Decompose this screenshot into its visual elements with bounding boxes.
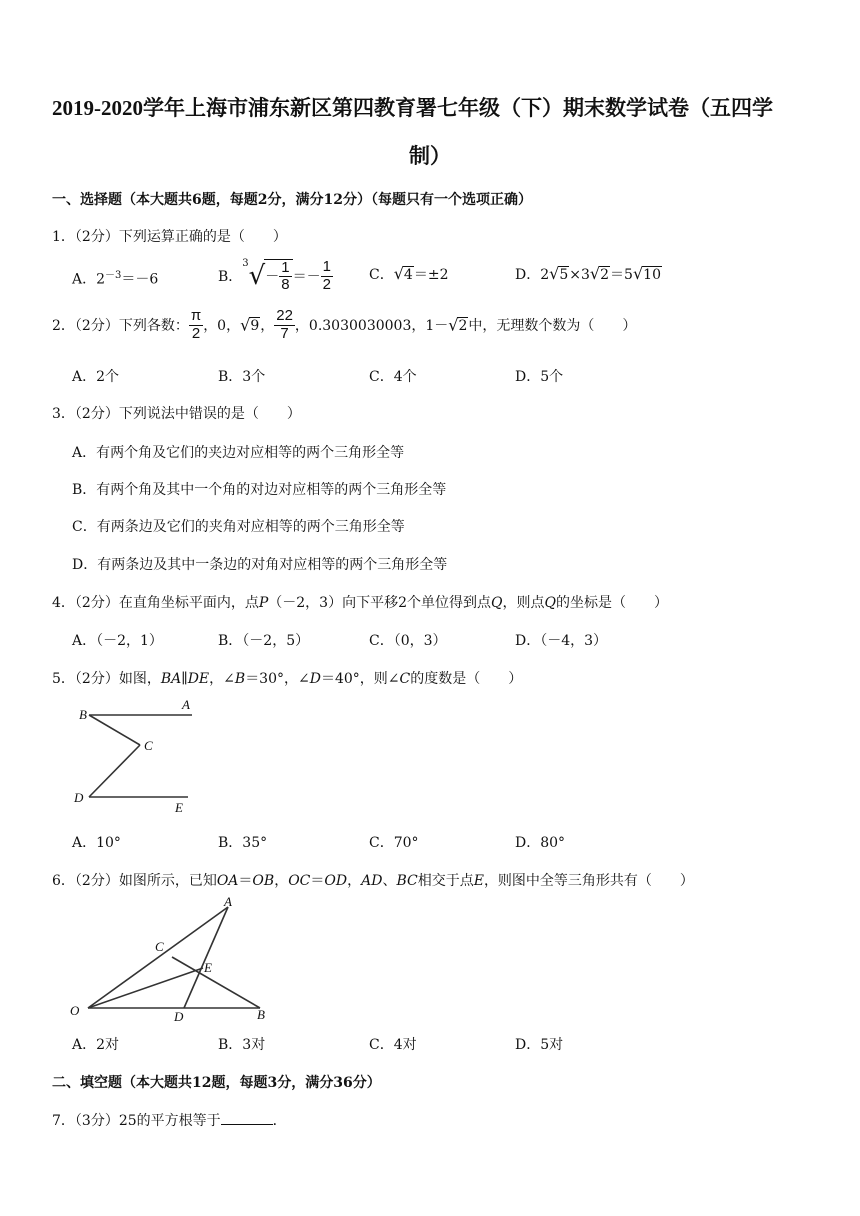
question-2-option-d[interactable]: D．5个 — [515, 369, 564, 385]
stem-text: ，则点 — [502, 595, 545, 611]
question-3-option-b[interactable]: B．有两个角及其中一个角的对边对应相等的两个三角形全等 — [72, 482, 447, 498]
question-2-option-a[interactable]: A．2个 — [72, 369, 120, 385]
stem-text: 相交于点 — [417, 873, 474, 889]
line-oa — [88, 907, 228, 1008]
fraction-denominator: 8 — [281, 276, 290, 293]
option-label: A． — [72, 271, 97, 288]
option-label: D． — [515, 267, 541, 283]
stem-text: 7．（3分）25的平方根等于 — [52, 1113, 221, 1129]
radical-sign-icon: √ — [632, 264, 644, 283]
question-2-option-c[interactable]: C．4个 — [369, 369, 417, 385]
math-text: ×3 — [569, 267, 590, 283]
question-4-option-a[interactable]: A．（－2，1） — [72, 633, 163, 649]
segment-de: DE — [187, 671, 210, 687]
question-1-option-b[interactable] — [218, 258, 333, 294]
question-5-option-c[interactable]: C．70° — [369, 835, 419, 851]
radicand: 2 — [600, 267, 610, 283]
question-6-option-d[interactable]: D．5对 — [515, 1037, 564, 1053]
stem-text: ． — [272, 1113, 287, 1129]
stem-text: ，∠ — [209, 671, 235, 687]
label-c: C — [155, 939, 164, 954]
page-title-line-2: 制） — [409, 144, 451, 168]
question-5-option-d[interactable]: D．80° — [515, 835, 566, 851]
stem-text: 2．（2分）下列各数： — [52, 318, 189, 334]
question-3-stem: 3．（2分）下列说法中错误的是（ ） — [52, 406, 301, 422]
question-2-option-b[interactable]: B．3个 — [218, 369, 266, 385]
segment-ad: AD — [361, 873, 383, 889]
stem-text: ＝ — [310, 873, 325, 889]
math-base: 2 — [96, 271, 106, 288]
figure-lines — [88, 907, 260, 1008]
label-d: D — [174, 1009, 184, 1023]
radical-sign-icon: √ — [448, 315, 459, 335]
question-3-option-a[interactable]: A．有两个角及它们的夹边对应相等的两个三角形全等 — [72, 445, 405, 461]
radicand: 10 — [643, 267, 661, 283]
radical-sign-icon: √ — [393, 264, 404, 283]
line-cd — [89, 745, 140, 797]
segment-oc: OC — [288, 873, 311, 889]
radical-sign-icon: √ — [549, 264, 560, 283]
stem-text: ，0.3030030003，1－ — [294, 318, 449, 334]
segment-ba: BA — [160, 671, 182, 687]
radicand: 2 — [458, 317, 468, 334]
question-5-option-b[interactable]: B．35° — [218, 835, 268, 851]
question-6-option-b[interactable]: B．3对 — [218, 1037, 266, 1053]
math-text: ＝5 — [610, 267, 633, 283]
figure-lines — [89, 715, 192, 797]
point-p: P — [258, 595, 269, 611]
point-e: E — [473, 873, 484, 889]
question-3-option-d[interactable]: D．有两条边及其中一条边的对角对应相等的两个三角形全等 — [72, 557, 448, 573]
segment-bc: BC — [396, 873, 418, 889]
label-a: A — [182, 697, 190, 712]
stem-text: 4．（2分）在直角坐标平面内，点 — [52, 595, 259, 611]
fraction-denominator: 2 — [191, 324, 201, 342]
stem-text: ，则图中全等三角形共有（ ） — [483, 873, 694, 889]
label-d: D — [74, 790, 84, 805]
label-b: B — [79, 707, 87, 722]
radicand: 5 — [559, 267, 569, 283]
answer-blank[interactable] — [221, 1112, 273, 1125]
question-4-stem — [52, 592, 668, 612]
fraction-numerator: 1 — [281, 258, 290, 276]
option-label: C． — [369, 267, 394, 283]
option-label: B． — [218, 269, 243, 285]
fraction-numerator: 1 — [322, 258, 331, 275]
label-e: E — [175, 800, 183, 815]
stem-text: ＝40°，则∠ — [320, 671, 400, 687]
question-1-stem: 1．（2分）下列运算正确的是（ ） — [52, 229, 287, 245]
angle-c: C — [399, 671, 411, 687]
radical-sign-icon: √ — [248, 261, 266, 291]
stem-text: ， — [260, 318, 275, 334]
question-4-option-c[interactable]: C．（0，3） — [369, 633, 447, 649]
fraction-denominator: 2 — [322, 275, 331, 293]
question-6-option-c[interactable]: C．4对 — [369, 1037, 417, 1053]
angle-d: D — [309, 671, 321, 687]
point-q: Q — [490, 595, 503, 611]
segment-oa: OA — [216, 873, 239, 889]
math-text: ＝－6 — [121, 271, 159, 288]
point-q: Q — [544, 595, 556, 611]
question-5-stem — [52, 668, 522, 688]
angle-b: B — [234, 671, 246, 687]
label-e: E — [204, 960, 212, 975]
question-6-stem — [52, 870, 694, 890]
question-4-option-b[interactable]: B．（－2，5） — [218, 633, 310, 649]
fraction-numerator: 22 — [276, 307, 293, 324]
question-1-option-c[interactable] — [369, 264, 448, 284]
stem-text: ，0， — [203, 318, 241, 334]
radical-sign-icon: √ — [240, 315, 251, 335]
math-minus: － — [265, 267, 280, 284]
section-heading-choice: 一、选择题（本大题共6题，每题2分，满分12分）（每题只有一个选项正确） — [52, 192, 532, 208]
question-1-option-a[interactable] — [72, 266, 158, 289]
stem-text: 、 — [382, 873, 397, 889]
stem-text: 5．（2分）如图， — [52, 671, 161, 687]
radicand: 9 — [250, 317, 260, 334]
question-6-option-a[interactable]: A．2对 — [72, 1037, 120, 1053]
question-2-stem — [52, 308, 636, 342]
segment-od: OD — [324, 873, 348, 889]
stem-text: ， — [347, 873, 362, 889]
question-1-option-d[interactable] — [515, 264, 662, 284]
coefficient: 2 — [540, 267, 550, 283]
radical-sign-icon: √ — [589, 264, 601, 283]
stem-text: 的坐标是（ ） — [555, 595, 668, 611]
stem-text: ＝ — [238, 873, 253, 889]
label-c: C — [144, 738, 153, 753]
math-exponent: －3 — [105, 270, 122, 281]
section-heading-fill-in: 二、填空题（本大题共12题，每题3分，满分36分） — [52, 1075, 381, 1091]
question-5-option-a[interactable]: A．10° — [72, 835, 121, 851]
stem-text: ∥ — [181, 671, 188, 687]
stem-text: （－2，3）向下平移2个单位得到点 — [268, 595, 491, 611]
question-4-option-d[interactable]: D．（－4，3） — [515, 633, 608, 649]
fraction-numerator: π — [190, 307, 202, 324]
stem-text: ＝30°，∠ — [245, 671, 310, 687]
stem-text: 6．（2分）如图所示，已知 — [52, 873, 217, 889]
label-o: O — [70, 1003, 80, 1018]
question-5-figure — [70, 695, 210, 817]
math-text: ＝±2 — [413, 267, 449, 283]
math-text: ＝－ — [292, 269, 321, 285]
line-cb — [172, 957, 260, 1008]
page-title-line-1: 2019-2020学年上海市浦东新区第四教育署七年级（下）期末数学试卷（五四学 — [52, 96, 773, 120]
question-7-stem — [52, 1110, 287, 1130]
radicand — [264, 259, 292, 294]
segment-ob: OB — [252, 873, 275, 889]
label-a: A — [224, 894, 232, 909]
root-index: 3 — [242, 258, 249, 269]
radicand: 4 — [403, 267, 413, 283]
stem-text: ， — [274, 873, 289, 889]
label-b: B — [257, 1007, 265, 1022]
line-bc — [89, 715, 140, 745]
stem-text: 的度数是（ ） — [410, 671, 523, 687]
question-6-figure — [66, 893, 276, 1023]
question-3-option-c[interactable]: C．有两条边及它们的夹角对应相等的两个三角形全等 — [72, 519, 405, 535]
stem-text: 中，无理数个数为（ ） — [468, 318, 637, 334]
fraction-denominator: 7 — [280, 324, 289, 342]
